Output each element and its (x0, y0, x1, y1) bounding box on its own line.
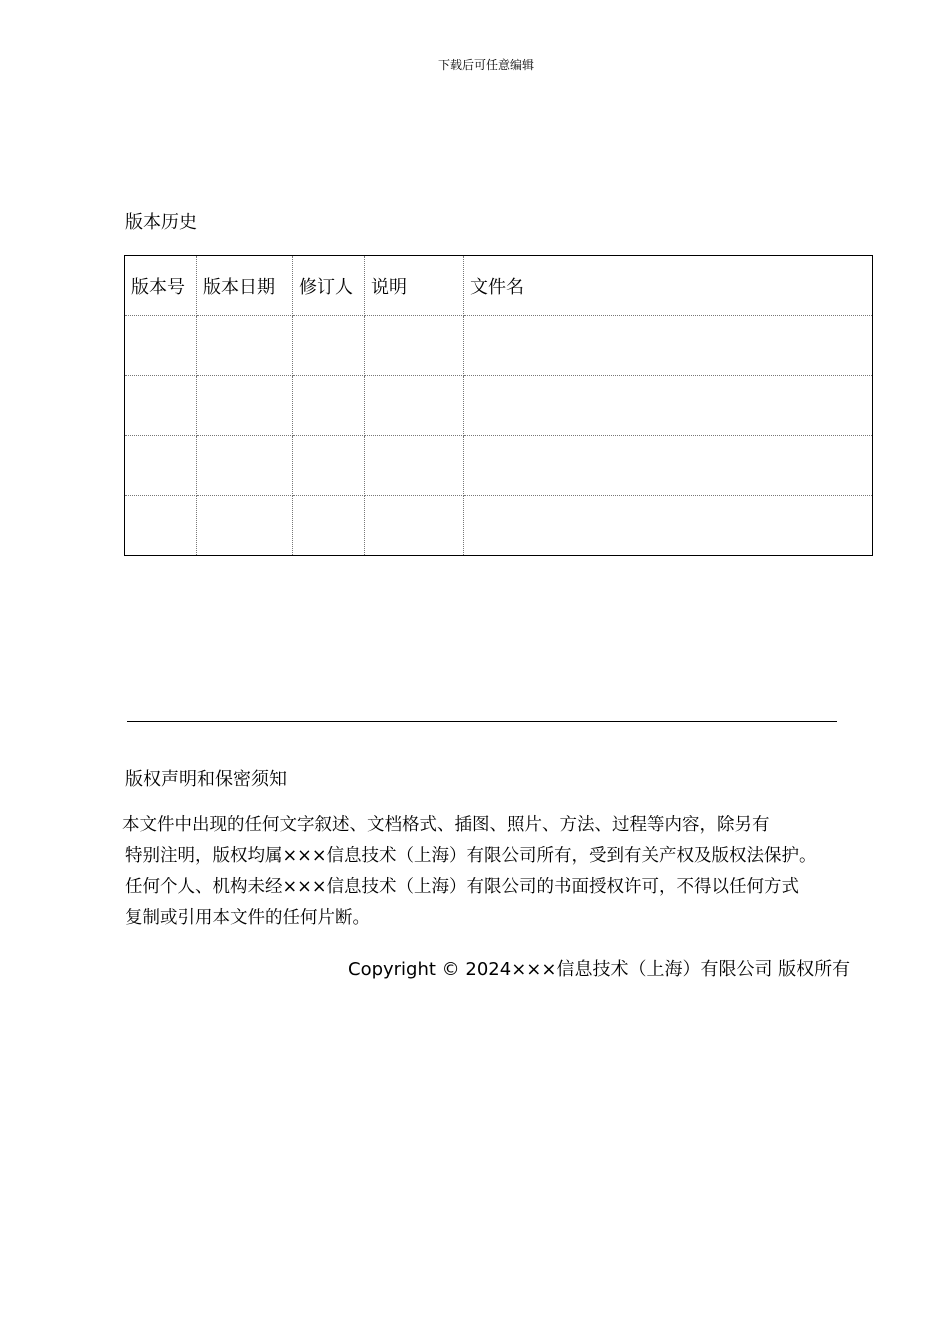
copyright-title: 版权声明和保密须知 (125, 769, 287, 790)
column-header-description: 说明 (365, 256, 464, 316)
table-cell (464, 316, 873, 376)
table-header-row (125, 256, 873, 316)
table-cell (197, 376, 293, 436)
table-cell (125, 316, 197, 376)
table-cell (464, 376, 873, 436)
table-row (125, 376, 873, 436)
table-cell (197, 436, 293, 496)
table-cell (125, 436, 197, 496)
copyright-line-2: 特别注明，版权均属×××信息技术（上海）有限公司所有，受到有关产权及版权法保护。 (125, 846, 817, 866)
table-row (125, 496, 873, 556)
version-history-table (124, 255, 873, 556)
table-cell (365, 436, 464, 496)
table-cell (197, 496, 293, 556)
version-history-title: 版本历史 (125, 212, 197, 233)
header-note: 下载后可任意编辑 (437, 58, 534, 72)
column-header-version: 版本号 (125, 256, 197, 316)
table-cell (365, 316, 464, 376)
table-row (125, 316, 873, 376)
copyright-line-4: 复制或引用本文件的任何片断。 (125, 908, 370, 928)
table-cell (197, 316, 293, 376)
table-cell (125, 496, 197, 556)
table-cell (293, 376, 365, 436)
copyright-paragraph (122, 810, 882, 934)
column-header-date: 版本日期 (197, 256, 293, 316)
table-cell (293, 496, 365, 556)
table-row (125, 436, 873, 496)
table-cell (293, 316, 365, 376)
column-header-reviser: 修订人 (293, 256, 365, 316)
table-cell (464, 436, 873, 496)
copyright-notice: Copyright © 2024×××信息技术（上海）有限公司 版权所有 (348, 959, 851, 980)
section-divider (127, 721, 837, 722)
column-header-filename: 文件名 (464, 256, 873, 316)
table-cell (365, 376, 464, 436)
copyright-line-1: 本文件中出现的任何文字叙述、文档格式、插图、照片、方法、过程等内容，除另有 (122, 815, 770, 835)
table-cell (365, 496, 464, 556)
table-cell (293, 436, 365, 496)
table-cell (125, 376, 197, 436)
copyright-line-3: 任何个人、机构未经×××信息技术（上海）有限公司的书面授权许可，不得以任何方式 (125, 877, 799, 897)
table-cell (464, 496, 873, 556)
